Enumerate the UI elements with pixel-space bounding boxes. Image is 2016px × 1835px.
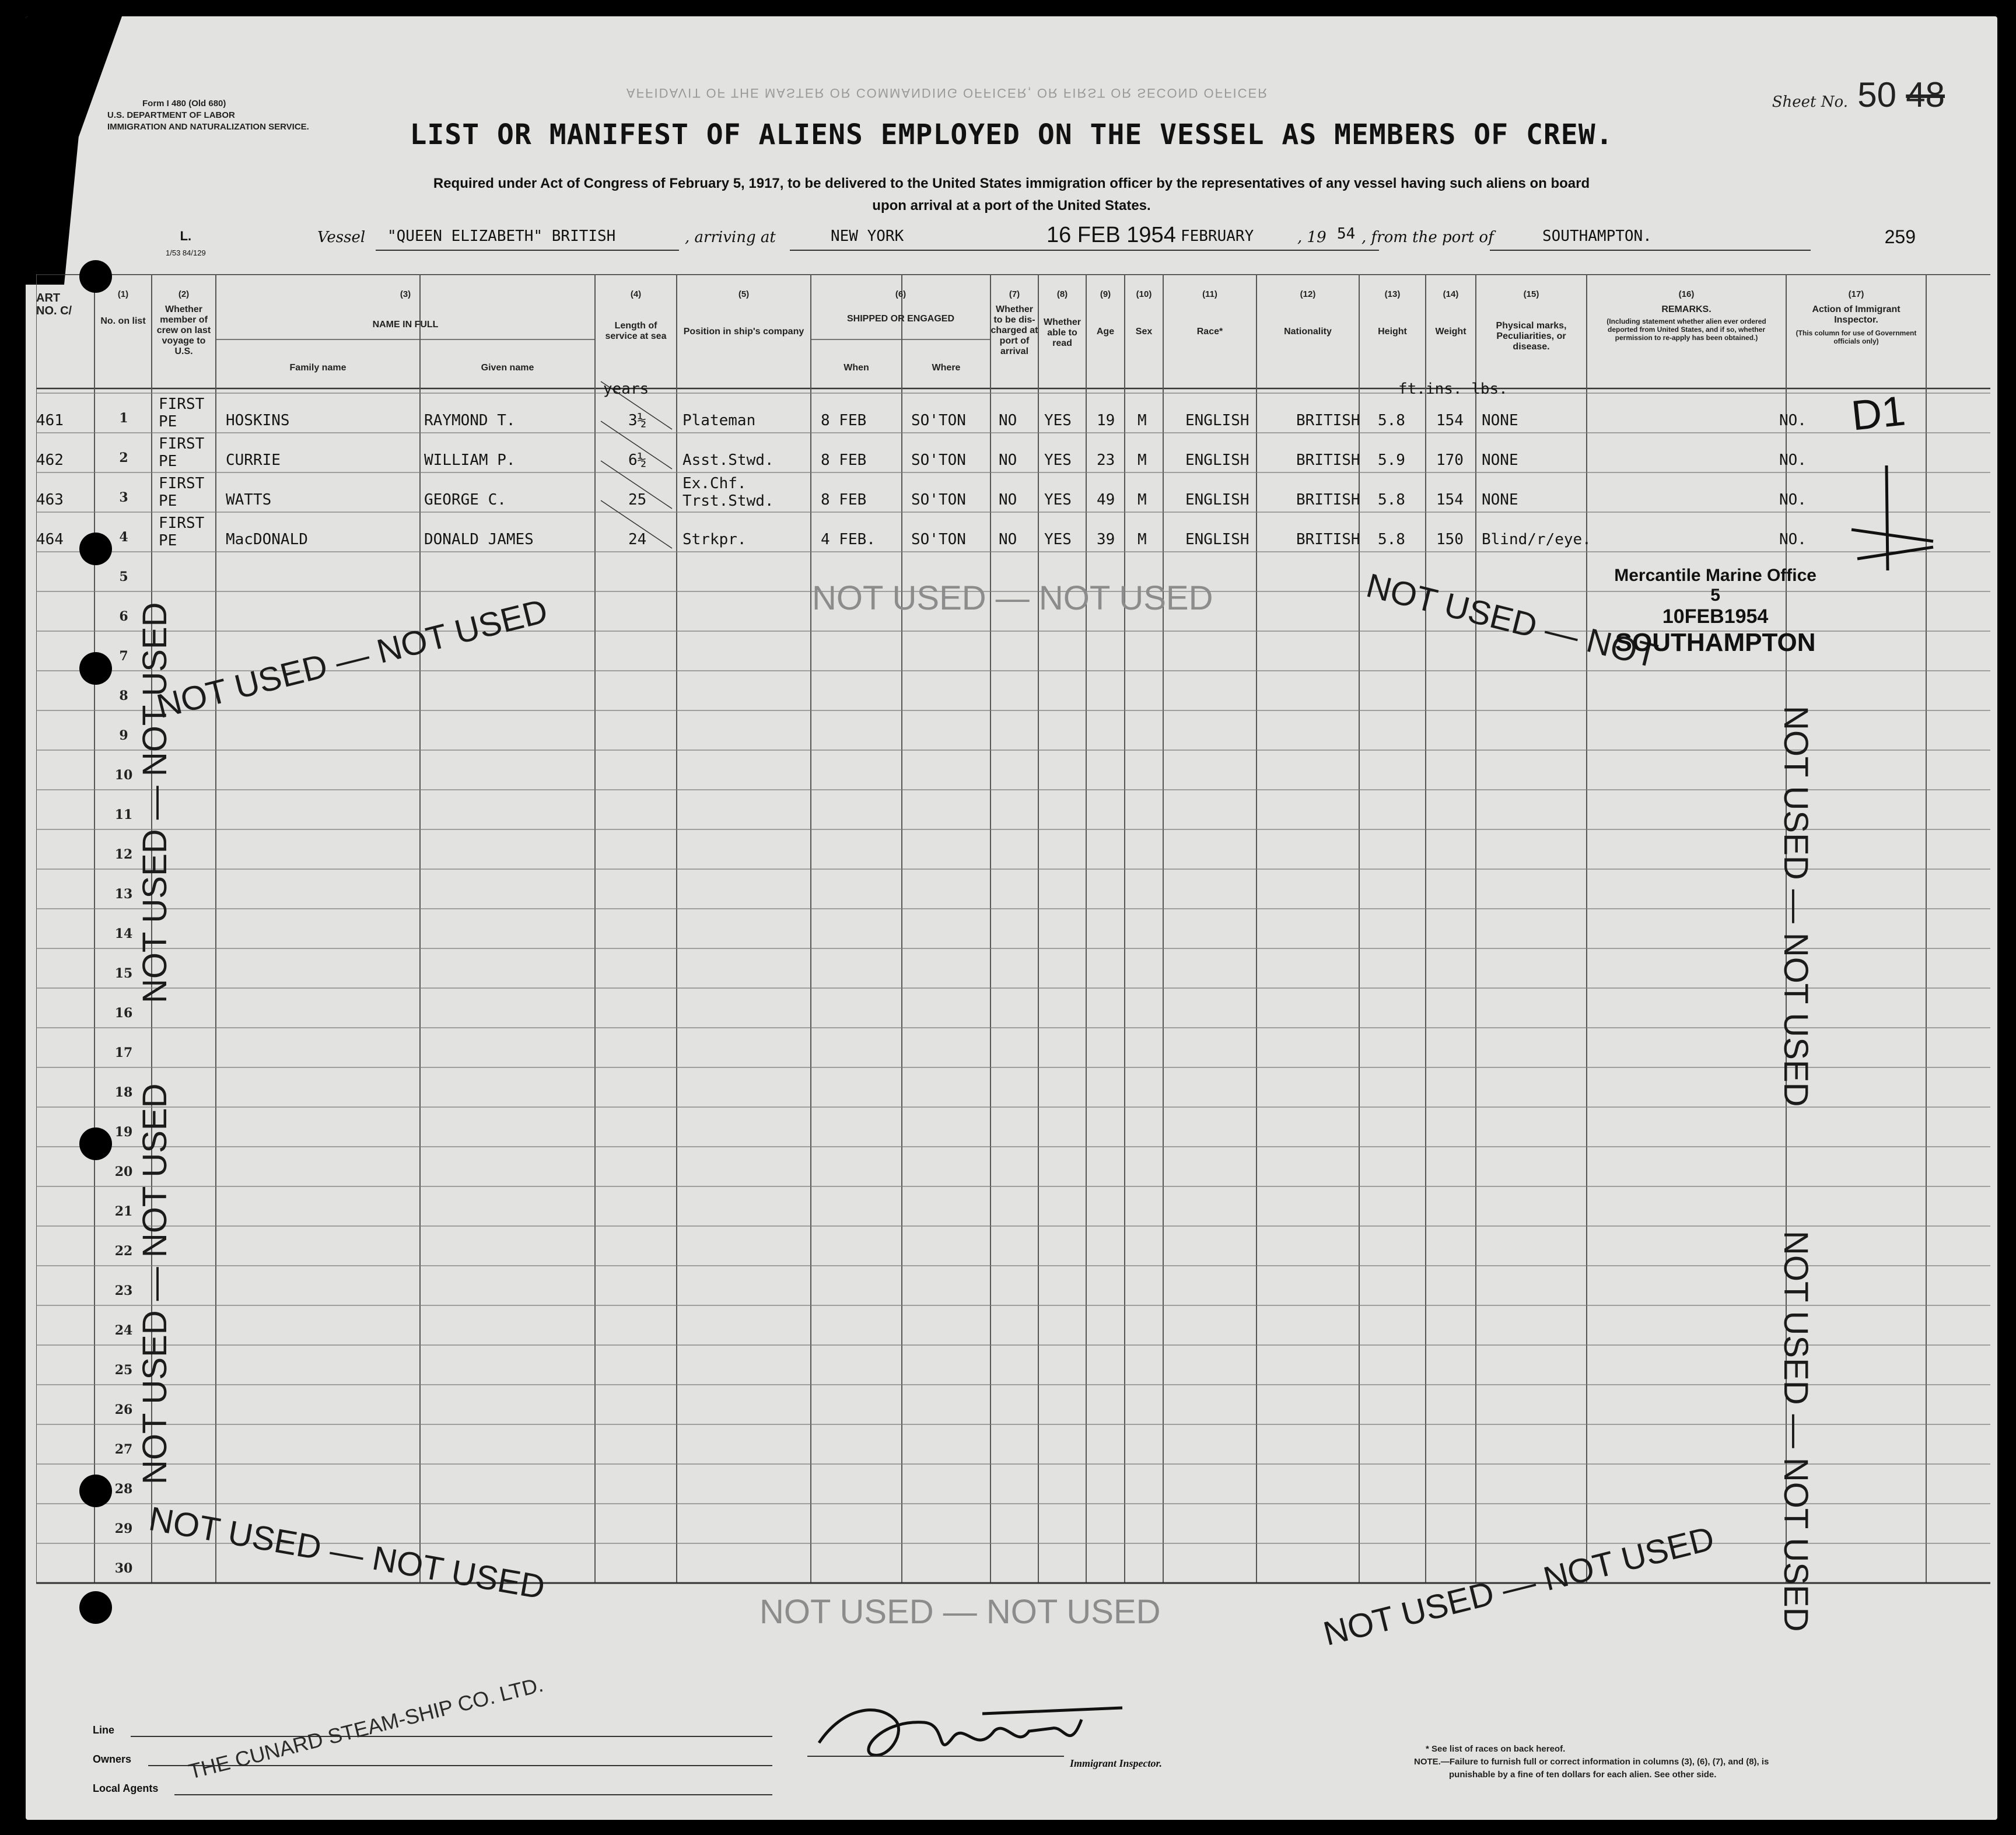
not-used-stamp-top-center: NOT USED — NOT USED (812, 579, 1213, 617)
row-list-number: 1 (119, 411, 128, 426)
note-races: * See list of races on back hereof. (1426, 1744, 1566, 1754)
row-number: 8 (119, 688, 128, 703)
cell-position: Plateman (682, 412, 756, 429)
row-number: 18 (114, 1085, 133, 1100)
l-code (166, 229, 206, 261)
cell-service-length: 3½ (628, 412, 647, 429)
l-code-letter: L. (180, 229, 192, 243)
row-number: 27 (114, 1442, 133, 1457)
cell-position: Ex.Chf. (682, 475, 747, 492)
header-race: Race* (1196, 327, 1223, 337)
cell-family-name: MacDONALD (226, 531, 308, 548)
cell-department-code: PE (159, 532, 177, 549)
cell-department-code: PE (159, 453, 177, 470)
cell-last-voyage: FIRST (159, 395, 205, 413)
cell-age: 19 (1097, 412, 1115, 429)
not-used-stamp-bottom-center: NOT USED — NOT USED (760, 1593, 1161, 1631)
cell-weight: 154 (1436, 491, 1464, 509)
cell-physical-marks: NONE (1482, 491, 1518, 509)
cell-position: Asst.Stwd. (682, 451, 774, 469)
cell-family-name: WATTS (226, 491, 272, 509)
cell-physical-marks: Blind/r/eye. (1482, 531, 1591, 548)
header-age: Age (1096, 327, 1115, 337)
punch-hole (79, 652, 112, 685)
header-c4-num: (4) (630, 289, 642, 299)
row-number: 16 (114, 1006, 133, 1021)
header-physical-marks: Physical marks, Peculiarities, or disease. (1496, 321, 1567, 352)
note-failure: NOTE.—Failure to furnish full or correct information in columns (3), (6), (7), and (8), is (1414, 1757, 1769, 1767)
sheet-label: Sheet No. (1772, 93, 1848, 111)
cell-nationality: BRITISH (1296, 412, 1360, 429)
cell-able-to-read: YES (1044, 531, 1072, 548)
header-nationality: Nationality (1284, 327, 1332, 337)
vessel-label: Vessel (317, 229, 366, 246)
header-c17-num: (17) (1848, 289, 1864, 299)
header-c12-num: (12) (1300, 289, 1316, 299)
header-discharged: Whether to be dis-charged at port of arrival (991, 304, 1038, 356)
header-c1-num: (1) (117, 289, 129, 299)
cell-last-voyage: FIRST (159, 514, 205, 532)
row-list-number: 4 (119, 530, 128, 545)
not-used-stamp-left-lower: NOT USED — NOT USED (136, 1083, 174, 1484)
cell-nationality: BRITISH (1296, 531, 1360, 548)
cell-height: 5.8 (1378, 412, 1405, 429)
row-number: 22 (114, 1244, 133, 1259)
row-number: 29 (114, 1521, 133, 1536)
cell-weight: 150 (1436, 531, 1464, 548)
cell-family-name: HOSKINS (226, 412, 290, 429)
header-where: Where (932, 363, 961, 373)
year-label: , 19 (1297, 229, 1326, 246)
row-number: 26 (114, 1402, 133, 1417)
cell-position-line-2: Trst.Stwd. (682, 492, 774, 510)
row-number: 24 (114, 1323, 133, 1338)
cell-service-length: 25 (628, 491, 647, 509)
cell-shipped-where: SO'TON (911, 531, 966, 548)
cell-art-number: 461 (36, 412, 64, 429)
inspector-check-mark (1846, 460, 1939, 576)
cell-department-code: PE (159, 492, 177, 510)
subtitle-line-2: upon arrival at a port of the United States. (872, 198, 1151, 213)
footer-owners-label: Owners (93, 1753, 132, 1765)
cell-service-length: 6½ (628, 451, 647, 469)
header-c2-num: (2) (178, 289, 190, 299)
cell-position: Strkpr. (682, 531, 747, 548)
table-grid (36, 274, 1990, 1639)
header-position: Position in ship's company (683, 327, 804, 337)
cell-able-to-read: YES (1044, 451, 1072, 469)
cell-shipped-where: SO'TON (911, 451, 966, 469)
cell-remarks: NO. (1779, 531, 1807, 548)
row-number: 10 (114, 768, 133, 783)
cell-race: ENGLISH (1185, 451, 1250, 469)
sheet-number-value: 50 (1857, 75, 1896, 114)
row-number: 20 (114, 1164, 133, 1179)
mmo-office: Mercantile Marine Office (1614, 566, 1817, 585)
header-c16-num: (16) (1678, 289, 1695, 299)
cell-height: 5.9 (1378, 451, 1405, 469)
cell-shipped-when: 8 FEB (821, 491, 867, 509)
not-used-stamp-left-upper: NOT USED — NOT USED (136, 602, 174, 1003)
header-no-on-list: No. on list (100, 316, 146, 326)
row-number: 21 (114, 1204, 133, 1219)
row-number: 19 (114, 1125, 133, 1140)
cell-age: 39 (1097, 531, 1115, 548)
subtitle-line-1: Required under Act of Congress of February 5, 1917, to be delivered to the United States immigration officer by the representatives of any vessel having such aliens on board (433, 176, 1590, 191)
row-number: 15 (114, 966, 133, 981)
arrival-year: 54 (1337, 225, 1356, 243)
cell-race: ENGLISH (1185, 412, 1250, 429)
header-when: When (844, 363, 869, 373)
header-c7-num: (7) (1009, 289, 1020, 299)
cell-physical-marks: NONE (1482, 412, 1518, 429)
mmo-number: 5 (1710, 586, 1720, 605)
cell-family-name: CURRIE (226, 451, 281, 469)
sheet-number (1772, 75, 1945, 115)
cell-remarks: NO. (1779, 491, 1807, 509)
row-number: 6 (119, 609, 128, 624)
header-able-to-read: Whether able to read (1044, 317, 1081, 348)
cell-shipped-where: SO'TON (911, 491, 966, 509)
cell-height: 5.8 (1378, 491, 1405, 509)
cell-nationality: BRITISH (1296, 491, 1360, 509)
mercantile-marine-office-stamp (1614, 566, 1817, 657)
cell-shipped-where: SO'TON (911, 412, 966, 429)
footer-notes (1414, 1743, 1769, 1781)
cell-shipped-when: 8 FEB (821, 451, 867, 469)
header-c10-num: (10) (1136, 289, 1152, 299)
header-c8-num: (8) (1056, 289, 1068, 299)
arrival-port: NEW YORK (831, 227, 904, 245)
header-c13-num: (13) (1384, 289, 1401, 299)
header-art-no: ART NO. C/ (36, 292, 72, 317)
header-c11-num: (11) (1202, 289, 1217, 299)
footer-line-label: Line (93, 1724, 115, 1736)
cell-remarks: NO. (1779, 412, 1807, 429)
immigrant-inspector-label: Immigrant Inspector. (1070, 1757, 1163, 1769)
manifest-page (26, 16, 1997, 1820)
not-used-stamp-right-lower: NOT USED — NOT USED (1777, 1231, 1815, 1632)
cell-nationality: BRITISH (1296, 451, 1360, 469)
page-number: 259 (1884, 226, 1916, 247)
row-number: 11 (114, 807, 133, 822)
cell-weight: 170 (1436, 451, 1464, 469)
header-c15-num: (15) (1523, 289, 1539, 299)
cunard-stamp: THE CUNARD STEAM-SHIP CO. LTD. (186, 1672, 546, 1784)
punch-hole (79, 260, 112, 293)
punch-hole (79, 533, 112, 565)
cell-given-name: GEORGE C. (424, 491, 506, 509)
header-remarks: REMARKS. (1661, 304, 1712, 314)
row-number: 14 (114, 926, 133, 941)
punch-hole (79, 1591, 112, 1624)
cell-discharged: NO (999, 491, 1017, 509)
row-number: 5 (119, 569, 128, 584)
service: IMMIGRATION AND NATURALIZATION SERVICE. (107, 122, 309, 132)
cell-weight: 154 (1436, 412, 1464, 429)
cell-given-name: RAYMOND T. (424, 412, 516, 429)
not-used-stamp-bottom-left: NOT USED — NOT USED (146, 1499, 548, 1607)
cell-shipped-when: 4 FEB. (821, 531, 876, 548)
from-port-label: , from the port of (1362, 229, 1494, 246)
arrival-date-stamp: 16 FEB 1954 (1046, 223, 1176, 247)
header-weight: Weight (1435, 327, 1466, 337)
cell-sex: M (1138, 412, 1147, 429)
cell-shipped-when: 8 FEB (821, 412, 867, 429)
cell-department-code: PE (159, 413, 177, 430)
row-number: 12 (114, 847, 133, 862)
not-used-stamp-bottom-right: NOT USED — NOT USED (1320, 1519, 1718, 1654)
page-subtitle (201, 173, 1822, 217)
cell-height: 5.8 (1378, 531, 1405, 548)
header-family-name: Family name (289, 363, 346, 373)
l-code-sub: 1/53 84/129 (166, 248, 206, 257)
header-inspector-action: Action of Immigrant Inspector. (1812, 304, 1901, 325)
not-used-stamp-top-right: NOT USED — NOT (1363, 566, 1661, 675)
row-number: 25 (114, 1363, 133, 1378)
cell-service-length: 24 (628, 531, 647, 548)
arrival-month: FEBRUARY (1181, 227, 1254, 245)
row-number: 17 (114, 1045, 133, 1060)
header-sex: Sex (1135, 327, 1153, 337)
cell-discharged: NO (999, 451, 1017, 469)
cell-able-to-read: YES (1044, 491, 1072, 509)
cell-last-voyage: FIRST (159, 435, 205, 453)
crew-manifest-table (36, 274, 1990, 1654)
cell-physical-marks: NONE (1482, 451, 1518, 469)
inspector-handwritten-mark: D1 (1849, 387, 1908, 440)
units-years: years (603, 380, 649, 398)
form-number: Form I 480 (Old 680) (142, 99, 226, 108)
department: U.S. DEPARTMENT OF LABOR (107, 110, 235, 120)
cell-age: 23 (1097, 451, 1115, 469)
cell-given-name: WILLIAM P. (424, 451, 516, 469)
cell-art-number: 464 (36, 531, 64, 548)
cell-race: ENGLISH (1185, 531, 1250, 548)
cell-age: 49 (1097, 491, 1115, 509)
punch-hole (79, 1127, 112, 1160)
row-list-number: 3 (119, 490, 128, 505)
cell-art-number: 462 (36, 451, 64, 469)
cell-art-number: 463 (36, 491, 64, 509)
affidavit-heading-bleed: AFFIDAVIT OF THE MASTER OR COMMANDING OFFICER, OR FIRST OR SECOND OFFICER (626, 86, 1269, 100)
units-height-weight: ft.ins. lbs. (1398, 380, 1508, 398)
header-c5-num: (5) (738, 289, 750, 299)
cell-sex: M (1138, 531, 1147, 548)
header-name-in-full: NAME IN FULL (372, 320, 439, 330)
row-number: 7 (119, 649, 128, 664)
header-remarks-sub: (Including statement whether alien ever ordered deported from United States, and if so, whether permission to re-apply has been obtained.) (1606, 317, 1766, 342)
page-title: LIST OR MANIFEST OF ALIENS EMPLOYED ON THE VESSEL AS MEMBERS OF CREW. (410, 118, 1614, 151)
header-given-name: Given name (481, 363, 534, 373)
punch-hole (79, 1475, 112, 1507)
vessel-line (317, 223, 1811, 253)
arriving-label: , arriving at (685, 229, 776, 246)
header-inspector-sub: (This column for use of Government officials only) (1796, 329, 1917, 345)
header-c9-num: (9) (1100, 289, 1111, 299)
cell-discharged: NO (999, 531, 1017, 548)
header-c14-num: (14) (1443, 289, 1459, 299)
cell-given-name: DONALD JAMES (424, 531, 534, 548)
footer-agents-label: Local Agents (93, 1783, 159, 1794)
cell-sex: M (1138, 451, 1147, 469)
header-length-of-service: Length of service at sea (605, 321, 667, 341)
header-height: Height (1378, 327, 1407, 337)
cell-race: ENGLISH (1185, 491, 1250, 509)
header-shipped: SHIPPED OR ENGAGED (846, 314, 955, 324)
not-used-stamp-right-upper: NOT USED — NOT USED (1777, 706, 1815, 1107)
row-number: 9 (119, 728, 128, 743)
row-number: 13 (114, 887, 133, 902)
row-number: 28 (114, 1482, 133, 1497)
row-list-number: 2 (119, 450, 128, 465)
departure-port: SOUTHAMPTON. (1542, 227, 1652, 245)
mmo-date: 10FEB1954 (1662, 605, 1769, 628)
cell-sex: M (1138, 491, 1147, 509)
header-c6-num: (6) (895, 289, 907, 299)
vessel-name: "QUEEN ELIZABETH" BRITISH (387, 227, 616, 245)
sheet-number-struck: 48 (1906, 75, 1945, 114)
header-c3-num: (3) (400, 289, 411, 299)
cell-last-voyage: FIRST (159, 475, 205, 492)
mmo-port: SOUTHAMPTON (1615, 628, 1816, 657)
note-fine: punishable by a fine of ten dollars for each alien. See other side. (1449, 1770, 1717, 1780)
cell-remarks: NO. (1779, 451, 1807, 469)
not-used-stamp-top-left: NOT USED — NOT USED (153, 591, 552, 726)
row-number: 23 (114, 1283, 133, 1298)
cell-discharged: NO (999, 412, 1017, 429)
header-last-voyage: Whether member of crew on last voyage to U.S. (156, 304, 211, 356)
row-number: 30 (114, 1561, 133, 1576)
cell-able-to-read: YES (1044, 412, 1072, 429)
